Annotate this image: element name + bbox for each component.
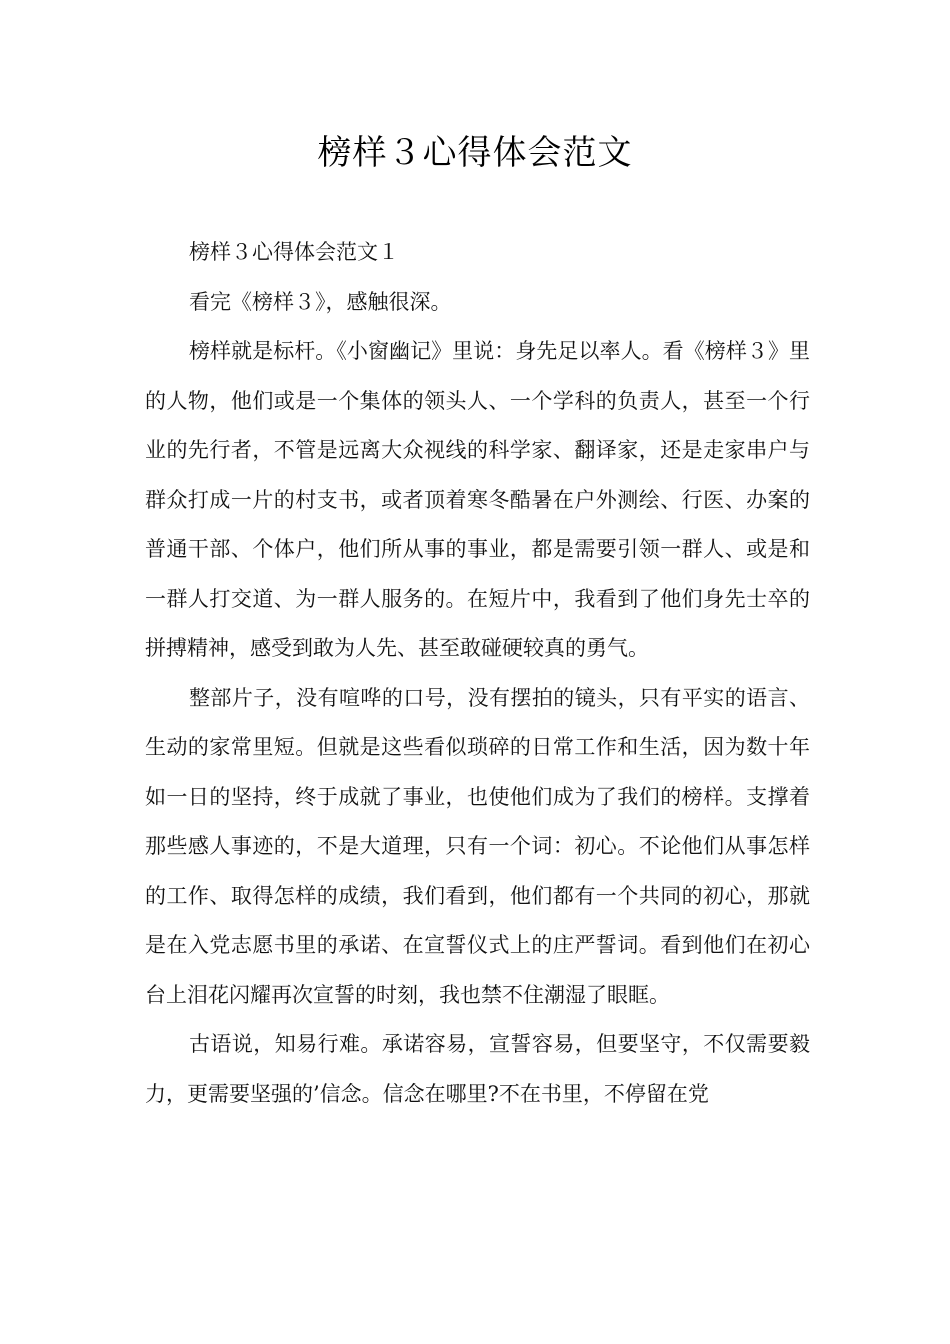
paragraph: 榜样就是标杆。《小窗幽记》里说：身先足以率人。看《榜样３》里的人物，他们或是一个集体的领头人、一个学科的负责人，甚至一个行业的先行者，不管是远离大众视线的科学家、翻译家，还是走家串户与群众打成一片的村支书，或者顶着寒冬酷暑在户外测绘、行医、办案的普通干部、个体户，他们所从事的事业，都是需要引领一群人、或是和一群人打交道、为一群人服务的。在短片中，我看到了他们身先士卒的拼搏精神，感受到敢为人先、甚至敢碰硬较真的勇气。 [145, 339, 810, 660]
document-body [145, 228, 810, 1119]
paragraph: 古语说，知易行难。承诺容易，宣誓容易，但要坚守，不仅需要毅力，更需要坚强的’信念。信念在哪里?不在书里，不停留在党 [145, 1032, 810, 1106]
paragraph: 看完《榜样３》，感触很深。 [189, 289, 452, 314]
paragraph: 整部片子，没有喧哗的口号，没有摆拍的镜头，只有平实的语言、生动的家常里短。但就是这些看似琐碎的日常工作和生活，因为数十年如一日的坚持，终于成就了事业，也使他们成为了我们的榜样。支撑着那些感人事迹的，不是大道理，只有一个词：初心。不论他们从事怎样的工作、取得怎样的成绩，我们看到，他们都有一个共同的初心，那就是在入党志愿书里的承诺、在宣誓仪式上的庄严誓词。看到他们在初心台上泪花闪耀再次宣誓的时刻，我也禁不住潮湿了眼眶。 [145, 685, 810, 1007]
paragraph-subheading: 榜样３心得体会范文１ [189, 240, 399, 264]
document-title: 榜样３心得体会范文 [317, 133, 633, 173]
